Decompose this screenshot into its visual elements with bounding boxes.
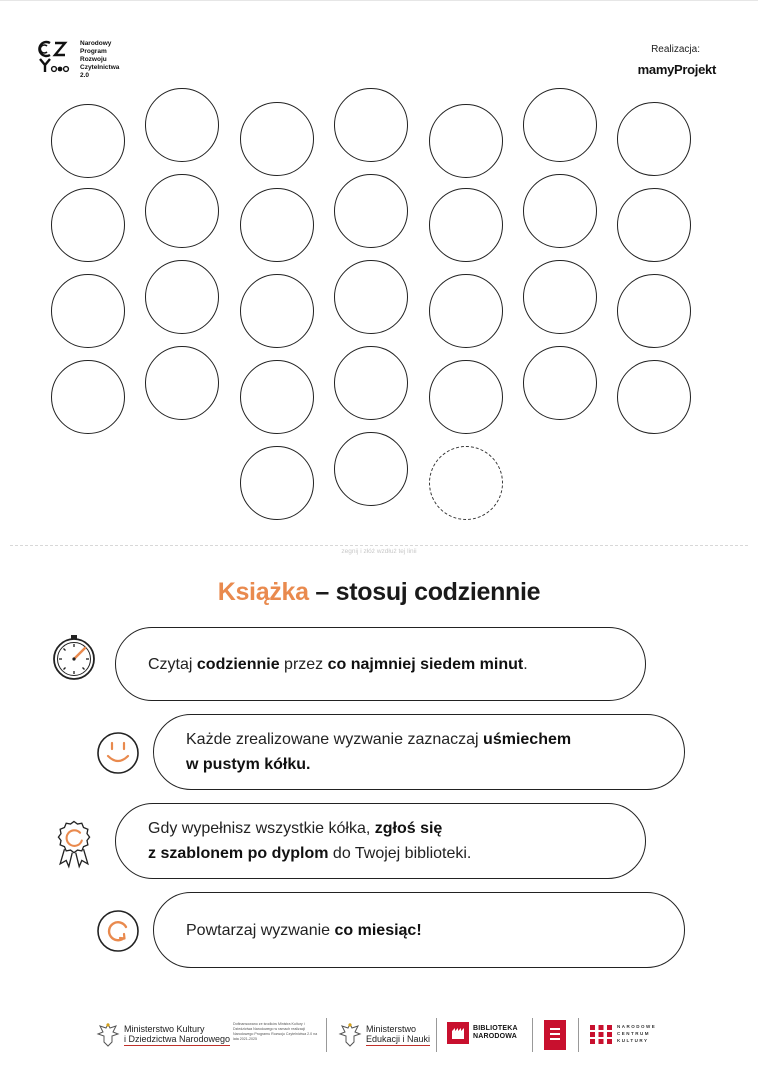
instruction-repeat-monthly xyxy=(153,892,685,968)
challenge-circle xyxy=(429,274,503,348)
challenge-circle xyxy=(523,88,597,162)
instruction-text: Każde zrealizowane wyzwanie zaznaczaj uśmiechem w pustym kółku. xyxy=(186,731,572,773)
challenge-circle xyxy=(429,104,503,178)
men-logo: Ministerstwo Edukacji i Nauki xyxy=(338,1021,430,1049)
challenge-circle xyxy=(523,174,597,248)
challenge-circle xyxy=(429,188,503,262)
challenge-circle xyxy=(51,188,125,262)
challenge-circle xyxy=(145,88,219,162)
footer-separator xyxy=(578,1018,579,1052)
challenge-circle xyxy=(240,188,314,262)
nprc-red-emblem-icon xyxy=(544,1020,566,1050)
instruction-claim-diploma xyxy=(115,803,646,879)
instruction-text: Gdy wypełnisz wszystkie kółka, zgłoś się z szablonem po dyplom do Twojej biblioteki. xyxy=(148,820,472,862)
challenge-circle xyxy=(51,360,125,434)
challenge-circle xyxy=(334,346,408,420)
instruction-text: Powtarzaj wyzwanie co miesiąc! xyxy=(186,921,422,939)
funding-note: Dofinansowano ze środków Ministra Kultury i Dziedzictwa Narodowego w ramach realizacji Narodowego Programu Rozwoju Czytelnictwa 2.0 na lata 2021-2025 xyxy=(233,1022,318,1041)
challenge-circle xyxy=(145,260,219,334)
realization-label: Realizacja: xyxy=(651,44,700,55)
challenge-circle xyxy=(334,260,408,334)
challenge-circle xyxy=(334,432,408,506)
challenge-circle xyxy=(240,446,314,520)
footer-logos xyxy=(0,1015,758,1060)
challenge-circle xyxy=(523,260,597,334)
challenge-circle xyxy=(240,102,314,176)
challenge-circle xyxy=(51,274,125,348)
nck-logo: NARODOWE CENTRUM KULTURY xyxy=(589,1021,656,1045)
page-title xyxy=(0,578,758,607)
challenge-circle xyxy=(145,174,219,248)
mkidn-logo: Ministerstwo Kultury i Dziedzictwa Narodowego xyxy=(96,1021,230,1049)
challenge-circle xyxy=(617,102,691,176)
instruction-read-daily xyxy=(115,627,646,701)
smiley-icon xyxy=(92,727,144,779)
eagle-icon xyxy=(338,1021,362,1049)
fold-line xyxy=(10,545,748,546)
rosette-icon xyxy=(48,818,100,870)
fold-hint: zegnij i złóż wzdłuż tej linii xyxy=(341,548,417,555)
eagle-icon xyxy=(96,1021,120,1049)
title-accent: Książka xyxy=(217,578,309,606)
challenge-circle xyxy=(523,346,597,420)
challenge-circle xyxy=(145,346,219,420)
challenge-circle xyxy=(429,360,503,434)
bn-emblem-icon xyxy=(447,1022,469,1044)
challenge-circle xyxy=(334,174,408,248)
challenge-circle xyxy=(240,274,314,348)
title-rest: – stosuj codziennie xyxy=(315,578,541,606)
challenge-circle xyxy=(617,274,691,348)
challenge-circle xyxy=(240,360,314,434)
bn-logo: BIBLIOTEKA NARODOWA xyxy=(447,1022,518,1044)
challenge-circle-dashed xyxy=(429,446,503,520)
repeat-icon xyxy=(92,905,144,957)
nprc-logo-text: Narodowy Program Rozwoju Czytelnictwa 2.0 xyxy=(80,40,120,79)
instruction-text: Czytaj codziennie przez co najmniej siedem minut. xyxy=(148,655,528,673)
nprc-red-logo xyxy=(544,1020,566,1050)
challenge-circle xyxy=(617,360,691,434)
challenge-circle xyxy=(51,104,125,178)
footer-separator xyxy=(436,1018,437,1052)
partner-logo-text: mamyProjekt xyxy=(637,62,716,77)
nck-emblem-icon xyxy=(589,1021,613,1045)
instruction-mark-smile xyxy=(153,714,685,790)
footer-separator xyxy=(326,1018,327,1052)
footer-separator xyxy=(532,1018,533,1052)
stopwatch-icon xyxy=(48,632,100,684)
challenge-circle xyxy=(617,188,691,262)
challenge-circle xyxy=(334,88,408,162)
